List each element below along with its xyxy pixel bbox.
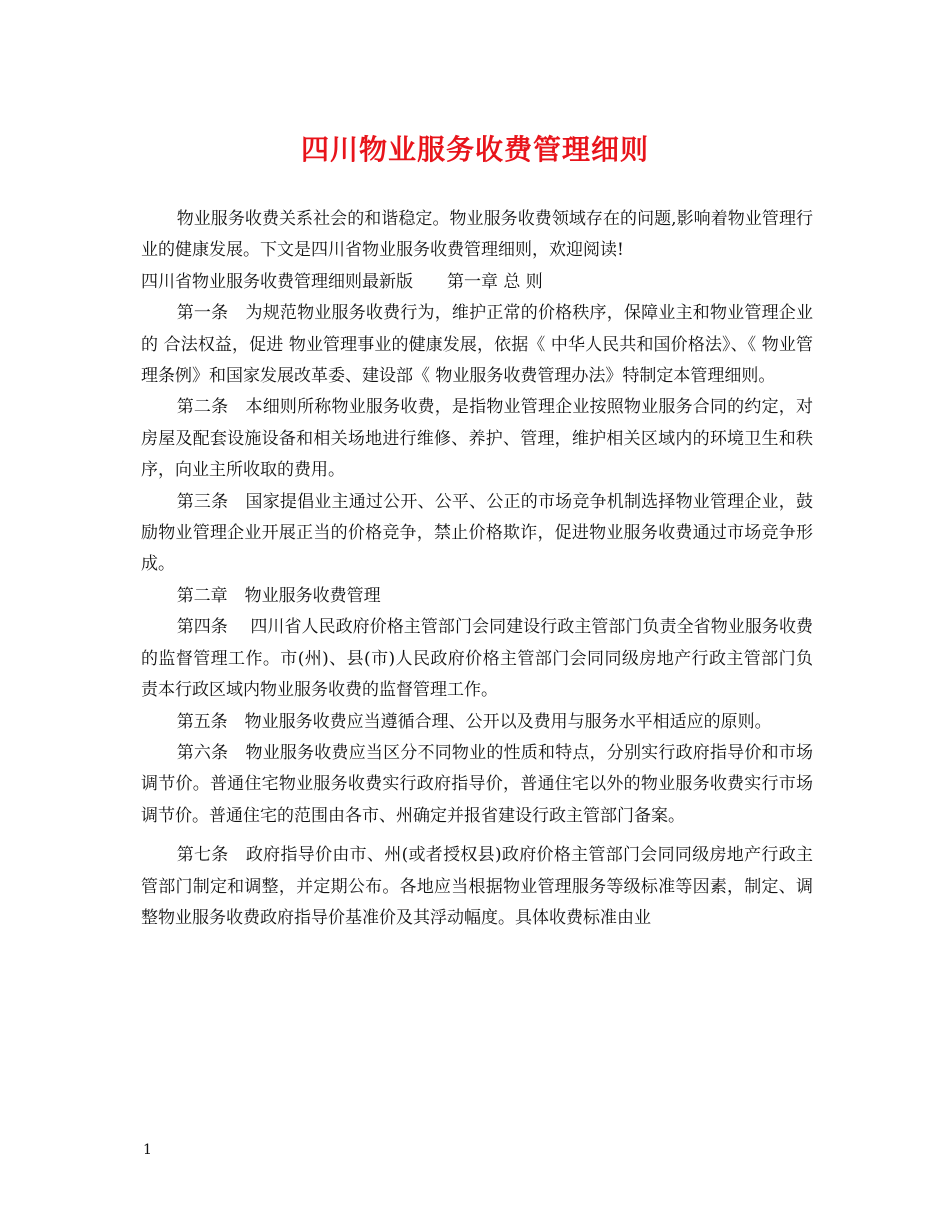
article-4: 第四条 四川省人民政府价格主管部门会同建设行政主管部门负责全省物业服务收费的监督管理工作。市(州)、县(市)人民政府价格主管部门会同同级房地产行政主管部门负责本行政区域内物业服务收费的监督管理工作。 [141,617,813,701]
article-3: 第三条 国家提倡业主通过公开、公平、公正的市场竞争机制选择物业管理企业，鼓励物业管理企业开展正当的价格竞争，禁止价格欺诈，促进物业服务收费通过市场竞争形成。 [141,491,813,575]
chapter-2-heading: 第二章 物业服务收费管理 [176,585,381,606]
chapter-1-heading: 四川省物业服务收费管理细则最新版 第一章 总 则 [141,271,543,292]
document-title: 四川物业服务收费管理细则 [300,133,649,166]
page-number: 1 [143,1142,152,1158]
article-1: 第一条 为规范物业服务收费行为，维护正常的价格秩序，保障业主和物业管理企业的 合法权益，促进 物业管理事业的健康发展，依据《 中华人民共和国价格法》、《 物业管理条例》和国家发展改革委、建设部《 物业服务收费管理办法》特制定本管理细则。 [141,303,813,387]
document-body [141,204,813,934]
intro-paragraph: 物业服务收费关系社会的和谐稳定。物业服务收费领域存在的问题,影响着物业管理行业的健康发展。下文是四川省物业服务收费管理细则，欢迎阅读! [141,209,813,261]
article-7: 第七条 政府指导价由市、州(或者授权县)政府价格主管部门会同同级房地产行政主管部门制定和调整，并定期公布。各地应当根据物业管理服务等级标准等因素，制定、调整物业服务收费政府指导价基准价及其浮动幅度。具体收费标准由业 [141,845,813,928]
article-6: 第六条 物业服务收费应当区分不同物业的性质和特点，分别实行政府指导价和市场调节价。普通住宅物业服务收费实行政府指导价，普通住宅以外的物业服务收费实行市场调节价。普通住宅的范围由各市、州确定并报省建设行政主管部门备案。 [141,742,813,826]
article-2: 第二条 本细则所称物业服务收费，是指物业管理企业按照物业服务合同的约定，对房屋及配套设施设备和相关场地进行维修、养护、管理，维护相关区域内的环境卫生和秩序，向业主所收取的费用。 [141,397,813,481]
article-5: 第五条 物业服务收费应当遵循合理、公开以及费用与服务水平相适应的原则。 [176,711,772,732]
